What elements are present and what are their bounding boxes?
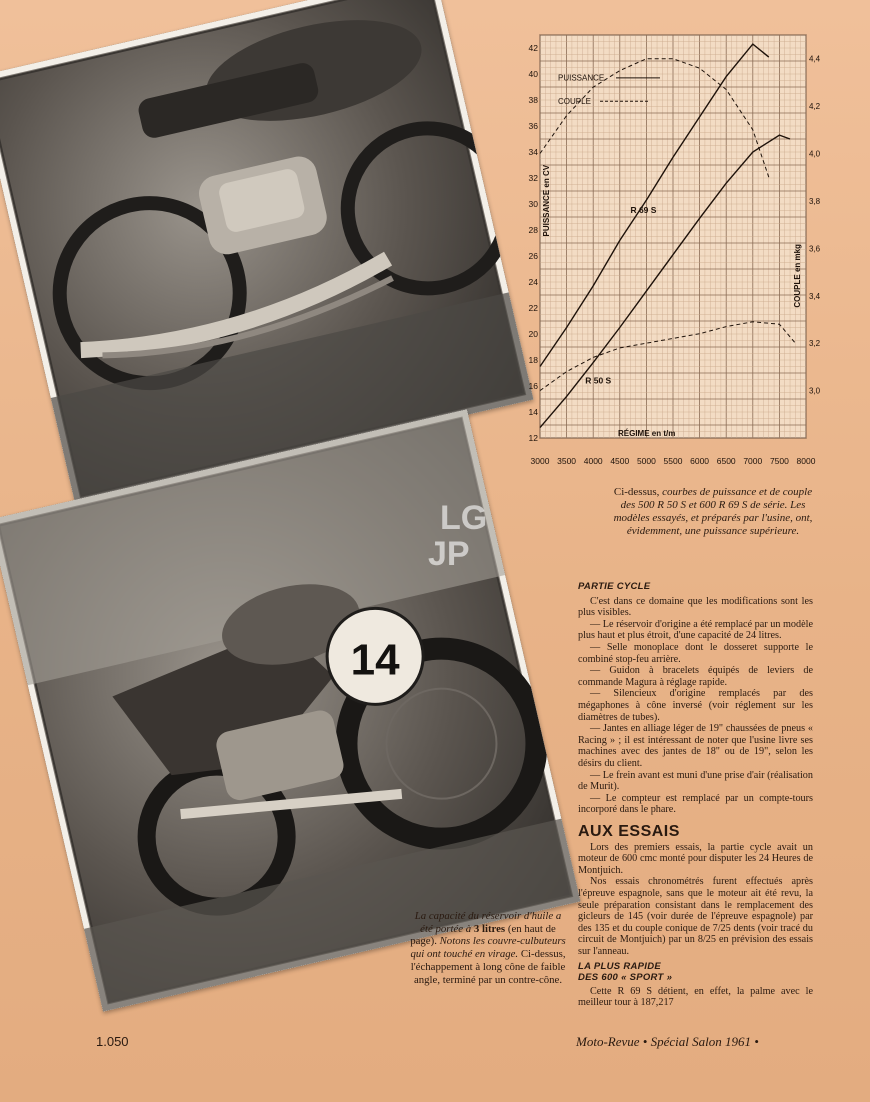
photo-caption-part4: Ci-dessus, l'échappement à long cône de faible angle, terminé par un contre-cône. [410,948,566,986]
y-left-tick-label: 40 [528,69,538,79]
photo-caption-part1: La capacité du réservoir d'huile a été portée à [414,910,562,935]
partie-cycle-item: — Selle monoplace dont le dosseret supporte le combiné stop-feu arrière. [578,641,813,665]
x-tick-label: 7000 [743,456,763,466]
x-tick-label: 6000 [690,456,710,466]
aux-essais-paragraph: Lors des premiers essais, la partie cycle avait un moteur de 600 cmc monté pour disputer les 24 Heures de Montjuich. [578,841,813,876]
y-left-tick-label: 36 [528,121,538,131]
legend-puissance-label: PUISSANCE [558,73,605,83]
y-right-tick-label: 3,4 [809,291,821,301]
photo-caption-part2: (en haut de page). [410,922,556,948]
x-tick-label: 7500 [769,456,789,466]
x-tick-label: 4000 [583,456,603,466]
y-right-tick-label: 3,6 [809,244,821,254]
series-label-r69s: R 69 S [630,205,657,216]
aux-essais-paragraph: Nos essais chronométrés furent effectués après l'épreuve espagnole, sans que le moteur ait été revu, la seule préparation consistant dans le remplacement des gicleurs de 145 (voir durée de l'épreuve espagnole) par des 135 et du couple conique de 7/25 dents (voir tracé du circuit de Montjuich) par un 8/25 en prévision des essais sur l'anneau. [578,876,813,957]
x-axis-label: RÉGIME en t/m [618,429,676,438]
x-tick-label: 6500 [716,456,736,466]
y-right-tick-label: 4,0 [809,149,821,159]
y-left-tick-label: 34 [528,147,538,157]
x-tick-label: 5000 [636,456,656,466]
partie-cycle-item: — Silencieux d'origine remplacés par des mégaphones à cône inversé (voir réglement sur les diamètres de tubes). [578,688,813,723]
y-left-tick-label: 22 [528,303,538,313]
aux-essais-section [578,823,813,1009]
partie-cycle-intro: C'est dans ce domaine que les modifications sont les plus visibles. [578,595,813,619]
y-left-tick-label: 28 [528,225,538,235]
des-600-sport-heading: DES 600 « SPORT » [578,972,673,984]
watermark-line-2: JP [428,535,470,573]
legend-couple-label: COUPLE [558,96,591,106]
partie-cycle-item: — Le compteur est remplacé par un compte-tours incorporé dans le phare. [578,792,813,816]
series-label-r50s: R 50 S [585,375,612,386]
y-right-tick-label: 3,0 [809,386,821,396]
y-right-axis-label: COUPLE en mkg [793,244,802,308]
x-tick-label: 5500 [663,456,683,466]
y-left-tick-label: 20 [528,329,538,339]
y-left-tick-label: 26 [528,251,538,261]
y-right-tick-label: 3,8 [809,196,821,206]
chart-caption [613,486,813,538]
photo-caption-part3: Notons les couvre-culbuteurs qui ont touché en virage. [410,935,566,961]
page-number: 1.050 [96,1034,129,1049]
la-plus-rapide-heading: LA PLUS RAPIDE [578,960,662,972]
x-tick-label: 4500 [610,456,630,466]
y-left-tick-label: 32 [528,173,538,183]
power-torque-chart [528,30,828,470]
y-left-tick-label: 14 [528,407,538,417]
y-left-tick-label: 24 [528,277,538,287]
y-right-tick-label: 3,2 [809,339,821,349]
y-left-tick-label: 18 [528,355,538,365]
partie-cycle-item: — Guidon à bracelets équipés de leviers de commande Magura à réglage rapide. [578,665,813,688]
y-left-tick-label: 38 [528,95,538,105]
y-left-tick-label: 16 [528,381,538,391]
partie-cycle-item: — Jantes en alliage léger de 19" chaussées de pneus « Racing » ; il est intéressant de noter que l'usine livre ses machines avec des jantes de 18" ou de 19", selon les désirs du client. [578,723,813,769]
partie-cycle-item: — Le réservoir d'origine a été remplacé par un modèle plus haut et plus étroit, d'une capacité de 24 litres. [578,618,813,642]
y-left-tick-label: 12 [528,433,538,443]
chart-caption-lead: Ci-dessus, [613,486,660,498]
aux-essais-paragraph: Cette R 69 S détient, en effet, la palme avec le meilleur tour à 187,217 [578,985,813,1009]
aux-essais-heading: AUX ESSAIS [578,823,680,840]
chart-svg [528,30,828,470]
y-left-tick-label: 42 [528,43,538,53]
race-number: 14 [350,635,400,685]
y-right-tick-label: 4,2 [809,102,821,112]
partie-cycle-heading: PARTIE CYCLE [578,581,651,592]
y-left-axis-label: PUISSANCE en CV [542,164,551,237]
magazine-footer: Moto-Revue • Spécial Salon 1961 • [576,1034,759,1049]
photo-caption [408,910,568,986]
watermark-line-1: LG [440,499,488,537]
y-left-tick-label: 30 [528,199,538,209]
y-right-tick-label: 4,4 [809,54,821,64]
photo-caption-bold: 3 litres [473,922,506,935]
x-tick-label: 3000 [530,456,550,466]
watermark [380,500,510,590]
chart-caption-text: courbes de puissance et de couple des 500 R 50 S et 600 R 69 S de série. Les modèles essayés, et préparés par l'usine, ont, évidemment, une puissance supérieure. [613,486,813,537]
x-tick-label: 3500 [557,456,577,466]
partie-cycle-item: — Le frein avant est muni d'une prise d'air (réalisation de Murit). [578,769,813,793]
partie-cycle-section [578,581,813,816]
x-tick-label: 8000 [796,456,816,466]
